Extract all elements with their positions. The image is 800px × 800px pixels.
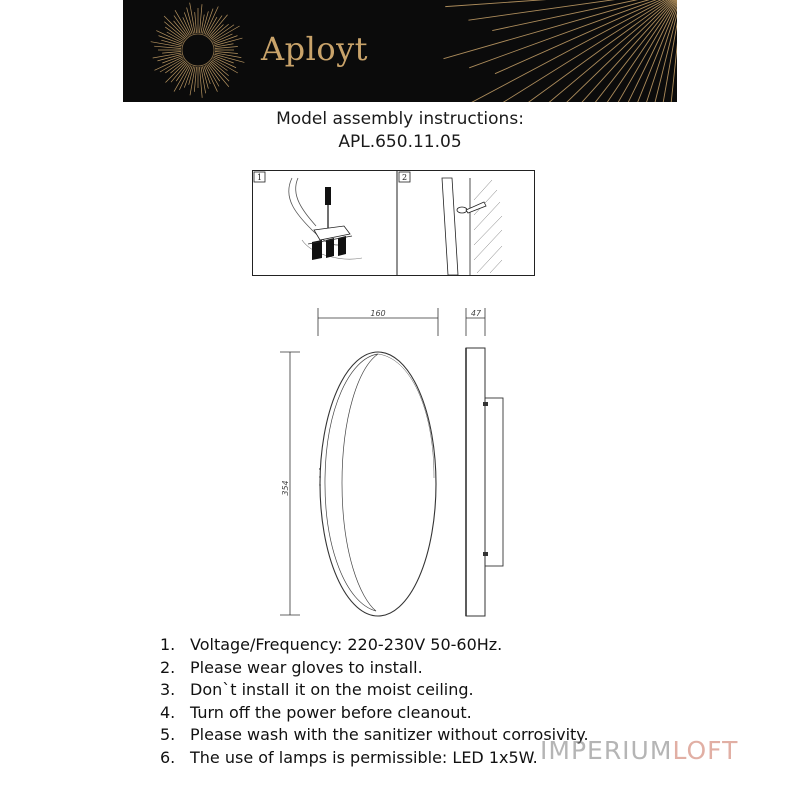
note-item [160, 634, 589, 657]
note-text: Voltage/Frequency: 220-230V 50-60Hz. [190, 635, 503, 654]
note-number: 5. [160, 725, 176, 745]
model-number: APL.650.11.05 [338, 132, 462, 152]
brand-logo: Aployt [261, 30, 369, 68]
note-item [160, 724, 589, 747]
document-title: Model assembly instructions: [276, 109, 524, 129]
note-number: 4. [160, 702, 176, 722]
safety-notes-list [160, 634, 589, 770]
sunburst-icon [123, 0, 677, 102]
note-item [160, 702, 589, 725]
watermark-part-2: LOFT [672, 736, 739, 765]
width-label: 160 [370, 309, 386, 318]
note-number: 6. [160, 747, 176, 767]
step-1-number: 1 [257, 173, 263, 182]
assembly-steps-panel [252, 170, 535, 276]
note-text: Please wash with the sanitizer without corrosivity. [190, 725, 589, 745]
dimension-drawing [280, 308, 510, 620]
note-number: 2. [160, 657, 176, 677]
note-item [160, 679, 589, 702]
watermark-part-1: IMPERIUM [540, 736, 673, 765]
watermark [540, 736, 738, 765]
lamp-front-view [320, 352, 436, 616]
note-text: The use of lamps is permissible: LED 1x5W. [190, 747, 538, 767]
note-number: 1. [160, 635, 176, 654]
note-item [160, 657, 589, 680]
note-number: 3. [160, 680, 176, 700]
note-item [160, 747, 589, 770]
brand-banner [123, 0, 677, 102]
height-label: 354 [281, 480, 290, 496]
depth-label: 47 [470, 309, 482, 318]
note-text: Turn off the power before cleanout. [190, 702, 472, 722]
lamp-side-view [466, 348, 503, 616]
note-text: Don`t install it on the moist ceiling. [190, 680, 474, 700]
note-text: Please wear gloves to install. [190, 657, 423, 677]
step-2-number: 2 [402, 173, 408, 182]
